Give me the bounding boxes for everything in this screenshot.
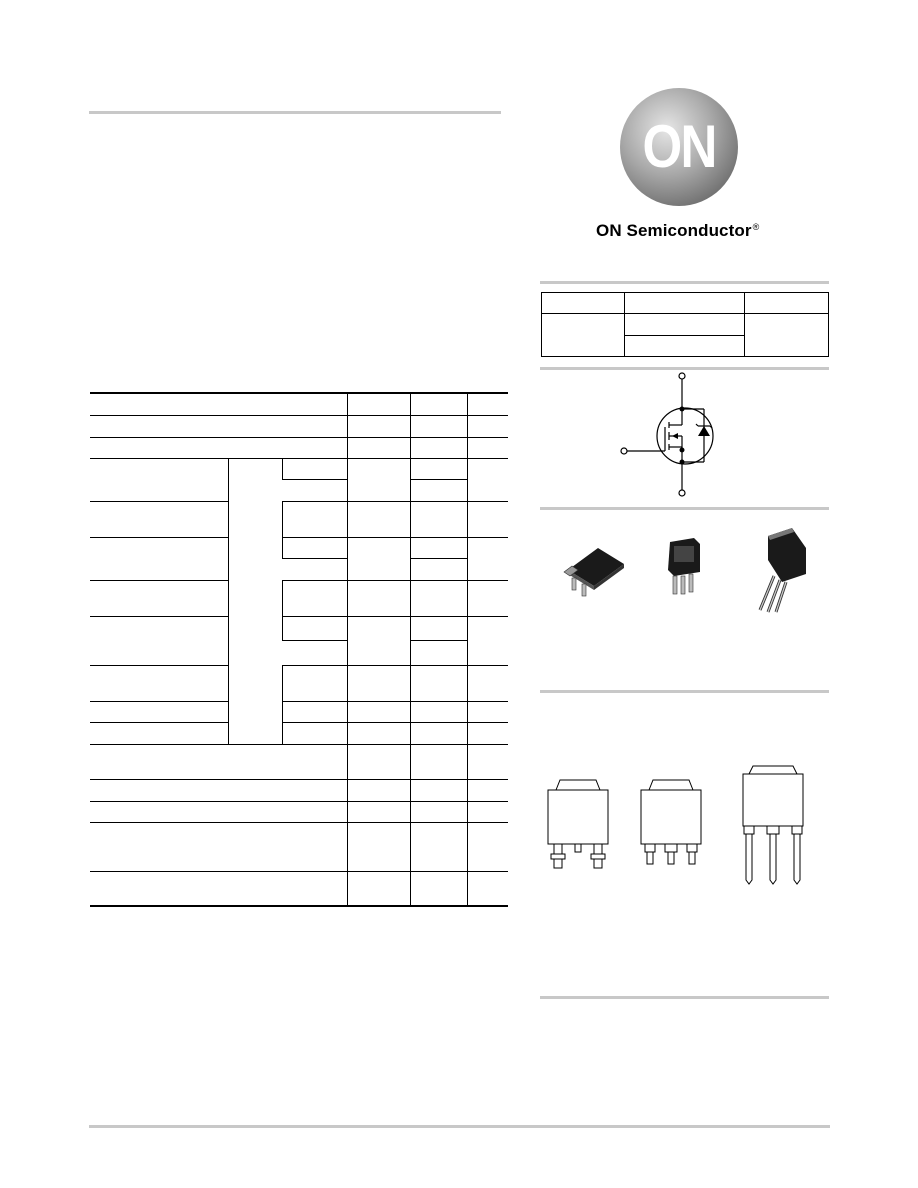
footer-rule xyxy=(89,1125,830,1128)
table-cell xyxy=(467,415,508,437)
table-cell xyxy=(347,665,410,701)
table-cell xyxy=(467,871,508,906)
summary-cell xyxy=(542,314,625,357)
table-cell xyxy=(467,822,508,871)
table-cell xyxy=(282,701,347,722)
table-cell xyxy=(467,393,508,415)
table-cell xyxy=(347,801,410,822)
table-cell xyxy=(410,822,467,871)
table-cell xyxy=(467,665,508,701)
ipak-outline-icon xyxy=(741,764,805,888)
table-cell xyxy=(410,779,467,801)
right-rule-5 xyxy=(540,996,829,999)
table-cell xyxy=(282,616,347,640)
table-cell xyxy=(282,537,347,558)
table-row xyxy=(90,871,508,906)
right-rule-4 xyxy=(540,690,829,693)
table-cell xyxy=(347,779,410,801)
table-cell xyxy=(282,722,347,744)
table-cell xyxy=(90,822,347,871)
table-row xyxy=(90,501,508,537)
table-row xyxy=(90,580,508,616)
table-cell xyxy=(90,580,228,616)
table-row xyxy=(90,537,508,558)
table-row xyxy=(90,665,508,701)
table-cell xyxy=(467,701,508,722)
table-cell xyxy=(410,393,467,415)
table-cell xyxy=(410,479,467,501)
table-cell xyxy=(90,722,282,744)
table-cell xyxy=(467,722,508,744)
table-cell xyxy=(228,458,282,744)
summary-cell xyxy=(625,293,745,314)
summary-cell xyxy=(625,314,745,336)
table-cell xyxy=(467,801,508,822)
table-row xyxy=(90,616,508,640)
dpak-package-icon xyxy=(560,542,632,598)
table-cell xyxy=(410,415,467,437)
table-cell xyxy=(347,458,410,501)
table-cell xyxy=(282,640,347,665)
dpak-outline-icon xyxy=(546,778,610,872)
table-cell xyxy=(410,501,467,537)
registered-mark: ® xyxy=(752,222,760,232)
table-row xyxy=(90,744,508,779)
table-cell xyxy=(282,501,347,537)
table-cell xyxy=(410,558,467,580)
table-cell xyxy=(90,437,347,458)
table-cell xyxy=(347,393,410,415)
table-cell xyxy=(90,415,347,437)
table-cell xyxy=(410,744,467,779)
dpak-straight-lead-package-icon xyxy=(664,536,704,598)
table-row xyxy=(90,415,508,437)
table-cell xyxy=(467,779,508,801)
table-cell xyxy=(282,458,347,479)
table-cell xyxy=(410,616,467,640)
table-cell xyxy=(347,701,410,722)
table-cell xyxy=(410,701,467,722)
table-row xyxy=(90,458,508,479)
table-cell xyxy=(90,393,347,415)
table-cell xyxy=(467,437,508,458)
table-cell xyxy=(467,501,508,537)
table-cell xyxy=(90,458,228,501)
svg-text:ON: ON xyxy=(642,113,716,180)
right-rule-2 xyxy=(540,367,829,370)
table-row xyxy=(90,779,508,801)
mosfet-schematic-icon xyxy=(610,372,730,498)
company-name xyxy=(596,221,759,241)
summary-cell xyxy=(745,293,829,314)
table-cell xyxy=(90,616,228,665)
table-row xyxy=(90,393,508,415)
product-summary-table xyxy=(541,292,829,357)
table-cell xyxy=(410,640,467,665)
table-cell xyxy=(347,722,410,744)
dpak-straight-outline-icon xyxy=(639,778,703,872)
table-cell xyxy=(90,779,347,801)
table-cell xyxy=(410,801,467,822)
table-cell xyxy=(467,616,508,665)
table-cell xyxy=(347,437,410,458)
summary-cell xyxy=(625,336,745,357)
table-cell xyxy=(282,665,347,701)
table-cell xyxy=(467,537,508,580)
table-cell xyxy=(347,822,410,871)
table-cell xyxy=(347,501,410,537)
table-cell xyxy=(467,744,508,779)
table-row xyxy=(90,801,508,822)
table-cell xyxy=(90,701,228,722)
table-cell xyxy=(347,580,410,616)
table-cell xyxy=(90,501,228,537)
table-cell xyxy=(410,458,467,479)
table-cell xyxy=(410,437,467,458)
table-row xyxy=(90,822,508,871)
table-cell xyxy=(410,722,467,744)
table-cell xyxy=(90,801,347,822)
ipak-package-icon xyxy=(754,526,814,614)
table-cell xyxy=(90,871,347,906)
table-cell xyxy=(347,415,410,437)
table-cell xyxy=(90,744,347,779)
on-logo-icon xyxy=(617,87,741,207)
table-cell xyxy=(467,458,508,501)
company-name-text: ON Semiconductor xyxy=(596,221,752,240)
table-row xyxy=(90,722,508,744)
table-cell xyxy=(282,580,347,616)
maximum-ratings-table xyxy=(90,392,508,907)
table-cell xyxy=(347,871,410,906)
table-cell xyxy=(467,580,508,616)
table-cell xyxy=(347,537,410,580)
table-cell xyxy=(282,558,347,580)
table-cell xyxy=(90,537,228,580)
table-cell xyxy=(90,665,228,701)
summary-cell xyxy=(542,293,625,314)
summary-cell xyxy=(745,314,829,357)
table-cell xyxy=(347,616,410,665)
table-cell xyxy=(410,871,467,906)
right-rule-1 xyxy=(540,281,829,284)
table-row xyxy=(90,701,508,722)
table-row xyxy=(90,437,508,458)
table-cell xyxy=(347,744,410,779)
right-rule-3 xyxy=(540,507,829,510)
header-rule xyxy=(89,111,501,114)
table-cell xyxy=(410,665,467,701)
table-cell xyxy=(282,479,347,501)
table-cell xyxy=(410,580,467,616)
table-cell xyxy=(410,537,467,558)
